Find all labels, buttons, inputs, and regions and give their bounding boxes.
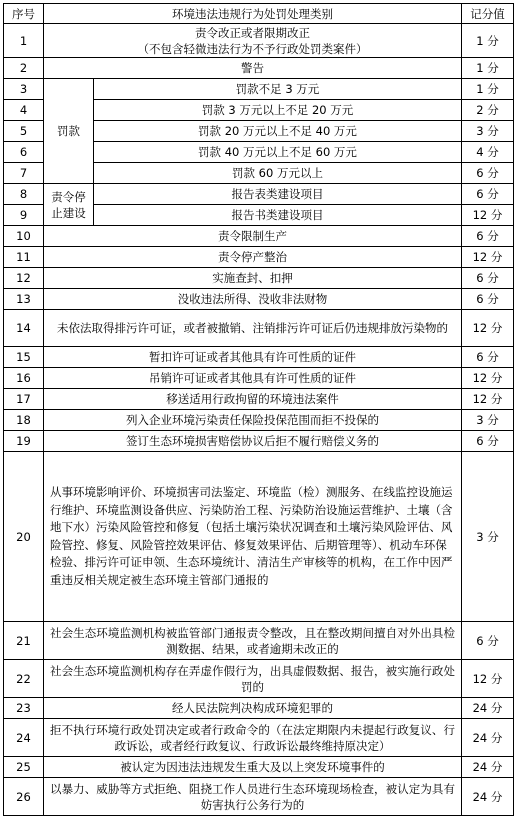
table-row bbox=[4, 698, 514, 719]
row-text: 罚款 60 万元以上 bbox=[94, 163, 462, 184]
row-no: 5 bbox=[4, 121, 44, 142]
header-score: 记分值 bbox=[462, 4, 514, 24]
row-text: 暂扣许可证或者其他具有许可性质的证件 bbox=[44, 347, 462, 368]
row-no: 16 bbox=[4, 368, 44, 389]
group-fine-label: 罚款 bbox=[44, 79, 94, 184]
table-row bbox=[4, 58, 514, 79]
row-no: 20 bbox=[4, 452, 44, 622]
row-score: 2 分 bbox=[462, 100, 514, 121]
table-row bbox=[4, 622, 514, 660]
table-row bbox=[4, 410, 514, 431]
row-score: 12 分 bbox=[462, 310, 514, 347]
row-no: 18 bbox=[4, 410, 44, 431]
table-row bbox=[4, 24, 514, 58]
row-score: 6 分 bbox=[462, 226, 514, 247]
row-score: 12 分 bbox=[462, 660, 514, 698]
row-no: 19 bbox=[4, 431, 44, 452]
row-score: 1 分 bbox=[462, 79, 514, 100]
table-row bbox=[4, 247, 514, 268]
table-header-row bbox=[4, 4, 514, 24]
row-score: 3 分 bbox=[462, 410, 514, 431]
table-row bbox=[4, 452, 514, 622]
row-no: 21 bbox=[4, 622, 44, 660]
row-score: 24 分 bbox=[462, 698, 514, 719]
table-row bbox=[4, 389, 514, 410]
row-text: 拒不执行环境行政处罚决定或者行政命令的（在法定期限内未提起行政复议、行政诉讼，或者经行政复议、行政诉讼最终维持原决定） bbox=[44, 719, 462, 757]
row-score: 24 分 bbox=[462, 757, 514, 778]
row-text: 列入企业环境污染责任保险投保范围而拒不投保的 bbox=[44, 410, 462, 431]
row-score: 4 分 bbox=[462, 142, 514, 163]
row-text: 罚款 20 万元以上不足 40 万元 bbox=[94, 121, 462, 142]
row-no: 13 bbox=[4, 289, 44, 310]
row-score: 1 分 bbox=[462, 24, 514, 58]
row-no: 10 bbox=[4, 226, 44, 247]
row-no: 24 bbox=[4, 719, 44, 757]
row-text: 警告 bbox=[44, 58, 462, 79]
group-stop-label: 责令停止建设 bbox=[44, 184, 94, 226]
table-row bbox=[4, 757, 514, 778]
header-no: 序号 bbox=[4, 4, 44, 24]
row-text: 责令停产整治 bbox=[44, 247, 462, 268]
row-score: 6 分 bbox=[462, 347, 514, 368]
row-score: 1 分 bbox=[462, 58, 514, 79]
row-score: 12 分 bbox=[462, 368, 514, 389]
row-no: 26 bbox=[4, 778, 44, 816]
row-no: 6 bbox=[4, 142, 44, 163]
row-text: 被认定为因违法违规发生重大及以上突发环境事件的 bbox=[44, 757, 462, 778]
table-row bbox=[4, 184, 514, 205]
table-row bbox=[4, 347, 514, 368]
row-no: 12 bbox=[4, 268, 44, 289]
row-score: 6 分 bbox=[462, 184, 514, 205]
row-text: 罚款不足 3 万元 bbox=[94, 79, 462, 100]
row-text: 责令限制生产 bbox=[44, 226, 462, 247]
row-text: 经人民法院判决构成环境犯罪的 bbox=[44, 698, 462, 719]
row-text: 社会生态环境监测机构存在弄虚作假行为，出具虚假数据、报告，被实施行政处罚的 bbox=[44, 660, 462, 698]
row-text: 吊销许可证或者其他具有许可性质的证件 bbox=[44, 368, 462, 389]
row-text: 报告表类建设项目 bbox=[94, 184, 462, 205]
row-no: 4 bbox=[4, 100, 44, 121]
row-score: 12 分 bbox=[462, 247, 514, 268]
row-no: 22 bbox=[4, 660, 44, 698]
table-row bbox=[4, 310, 514, 347]
row-no: 9 bbox=[4, 205, 44, 226]
row-no: 1 bbox=[4, 24, 44, 58]
header-category: 环境违法违规行为处罚处理类别 bbox=[44, 4, 462, 24]
row-score: 24 分 bbox=[462, 778, 514, 816]
row-score: 6 分 bbox=[462, 622, 514, 660]
row-score: 12 分 bbox=[462, 205, 514, 226]
row-text: 从事环境影响评价、环境损害司法鉴定、环境监（检）测服务、在线监控设施运行维护、环境监测设备供应、污染防治工程、污染防治设施运营维护、土壤（含地下水）污染风险管控和修复（包括土壤污染状况调查和土壤污染风险评估、风险管控、修复、风险管控效果评估、修复效果评估、后期管理等）、机动车环保检验、排污许可证申领、生态环境统计、清洁生产审核等的机构，在工作中因严重违反相关规定被生态环境主管部门通报的 bbox=[44, 452, 462, 622]
table-row bbox=[4, 289, 514, 310]
row-score: 3 分 bbox=[462, 452, 514, 622]
row-score: 3 分 bbox=[462, 121, 514, 142]
penalty-scoring-table bbox=[3, 3, 514, 816]
row-text: 罚款 3 万元以上不足 20 万元 bbox=[94, 100, 462, 121]
row-text: 移送适用行政拘留的环境违法案件 bbox=[44, 389, 462, 410]
row-text: 罚款 40 万元以上不足 60 万元 bbox=[94, 142, 462, 163]
table-row bbox=[4, 778, 514, 816]
row-text: 以暴力、威胁等方式拒绝、阻挠工作人员进行生态环境现场检查，被认定为具有妨害执行公务行为的 bbox=[44, 778, 462, 816]
row-score: 6 分 bbox=[462, 268, 514, 289]
table-row bbox=[4, 268, 514, 289]
table-row bbox=[4, 226, 514, 247]
row-no: 17 bbox=[4, 389, 44, 410]
row-text: 责令改正或者限期改正 （不包含轻微违法行为不予行政处罚类案件） bbox=[44, 24, 462, 58]
row-no: 23 bbox=[4, 698, 44, 719]
table-row bbox=[4, 431, 514, 452]
table-row bbox=[4, 79, 514, 100]
row-no: 25 bbox=[4, 757, 44, 778]
row-score: 24 分 bbox=[462, 719, 514, 757]
row-text: 实施查封、扣押 bbox=[44, 268, 462, 289]
row-no: 8 bbox=[4, 184, 44, 205]
row-text: 签订生态环境损害赔偿协议后拒不履行赔偿义务的 bbox=[44, 431, 462, 452]
row-text: 报告书类建设项目 bbox=[94, 205, 462, 226]
row-no: 15 bbox=[4, 347, 44, 368]
row-no: 2 bbox=[4, 58, 44, 79]
row-text: 未依法取得排污许可证，或者被撤销、注销排污许可证后仍违规排放污染物的 bbox=[44, 310, 462, 347]
row-score: 6 分 bbox=[462, 289, 514, 310]
table-row bbox=[4, 368, 514, 389]
row-no: 14 bbox=[4, 310, 44, 347]
row-text: 社会生态环境监测机构被监管部门通报责令整改，且在整改期间擅自对外出具检测数据、结果，或者逾期未改正的 bbox=[44, 622, 462, 660]
row-no: 11 bbox=[4, 247, 44, 268]
table-row bbox=[4, 660, 514, 698]
row-score: 12 分 bbox=[462, 389, 514, 410]
row-no: 3 bbox=[4, 79, 44, 100]
row-score: 6 分 bbox=[462, 431, 514, 452]
table-row bbox=[4, 719, 514, 757]
row-text: 没收违法所得、没收非法财物 bbox=[44, 289, 462, 310]
row-no: 7 bbox=[4, 163, 44, 184]
row-score: 6 分 bbox=[462, 163, 514, 184]
